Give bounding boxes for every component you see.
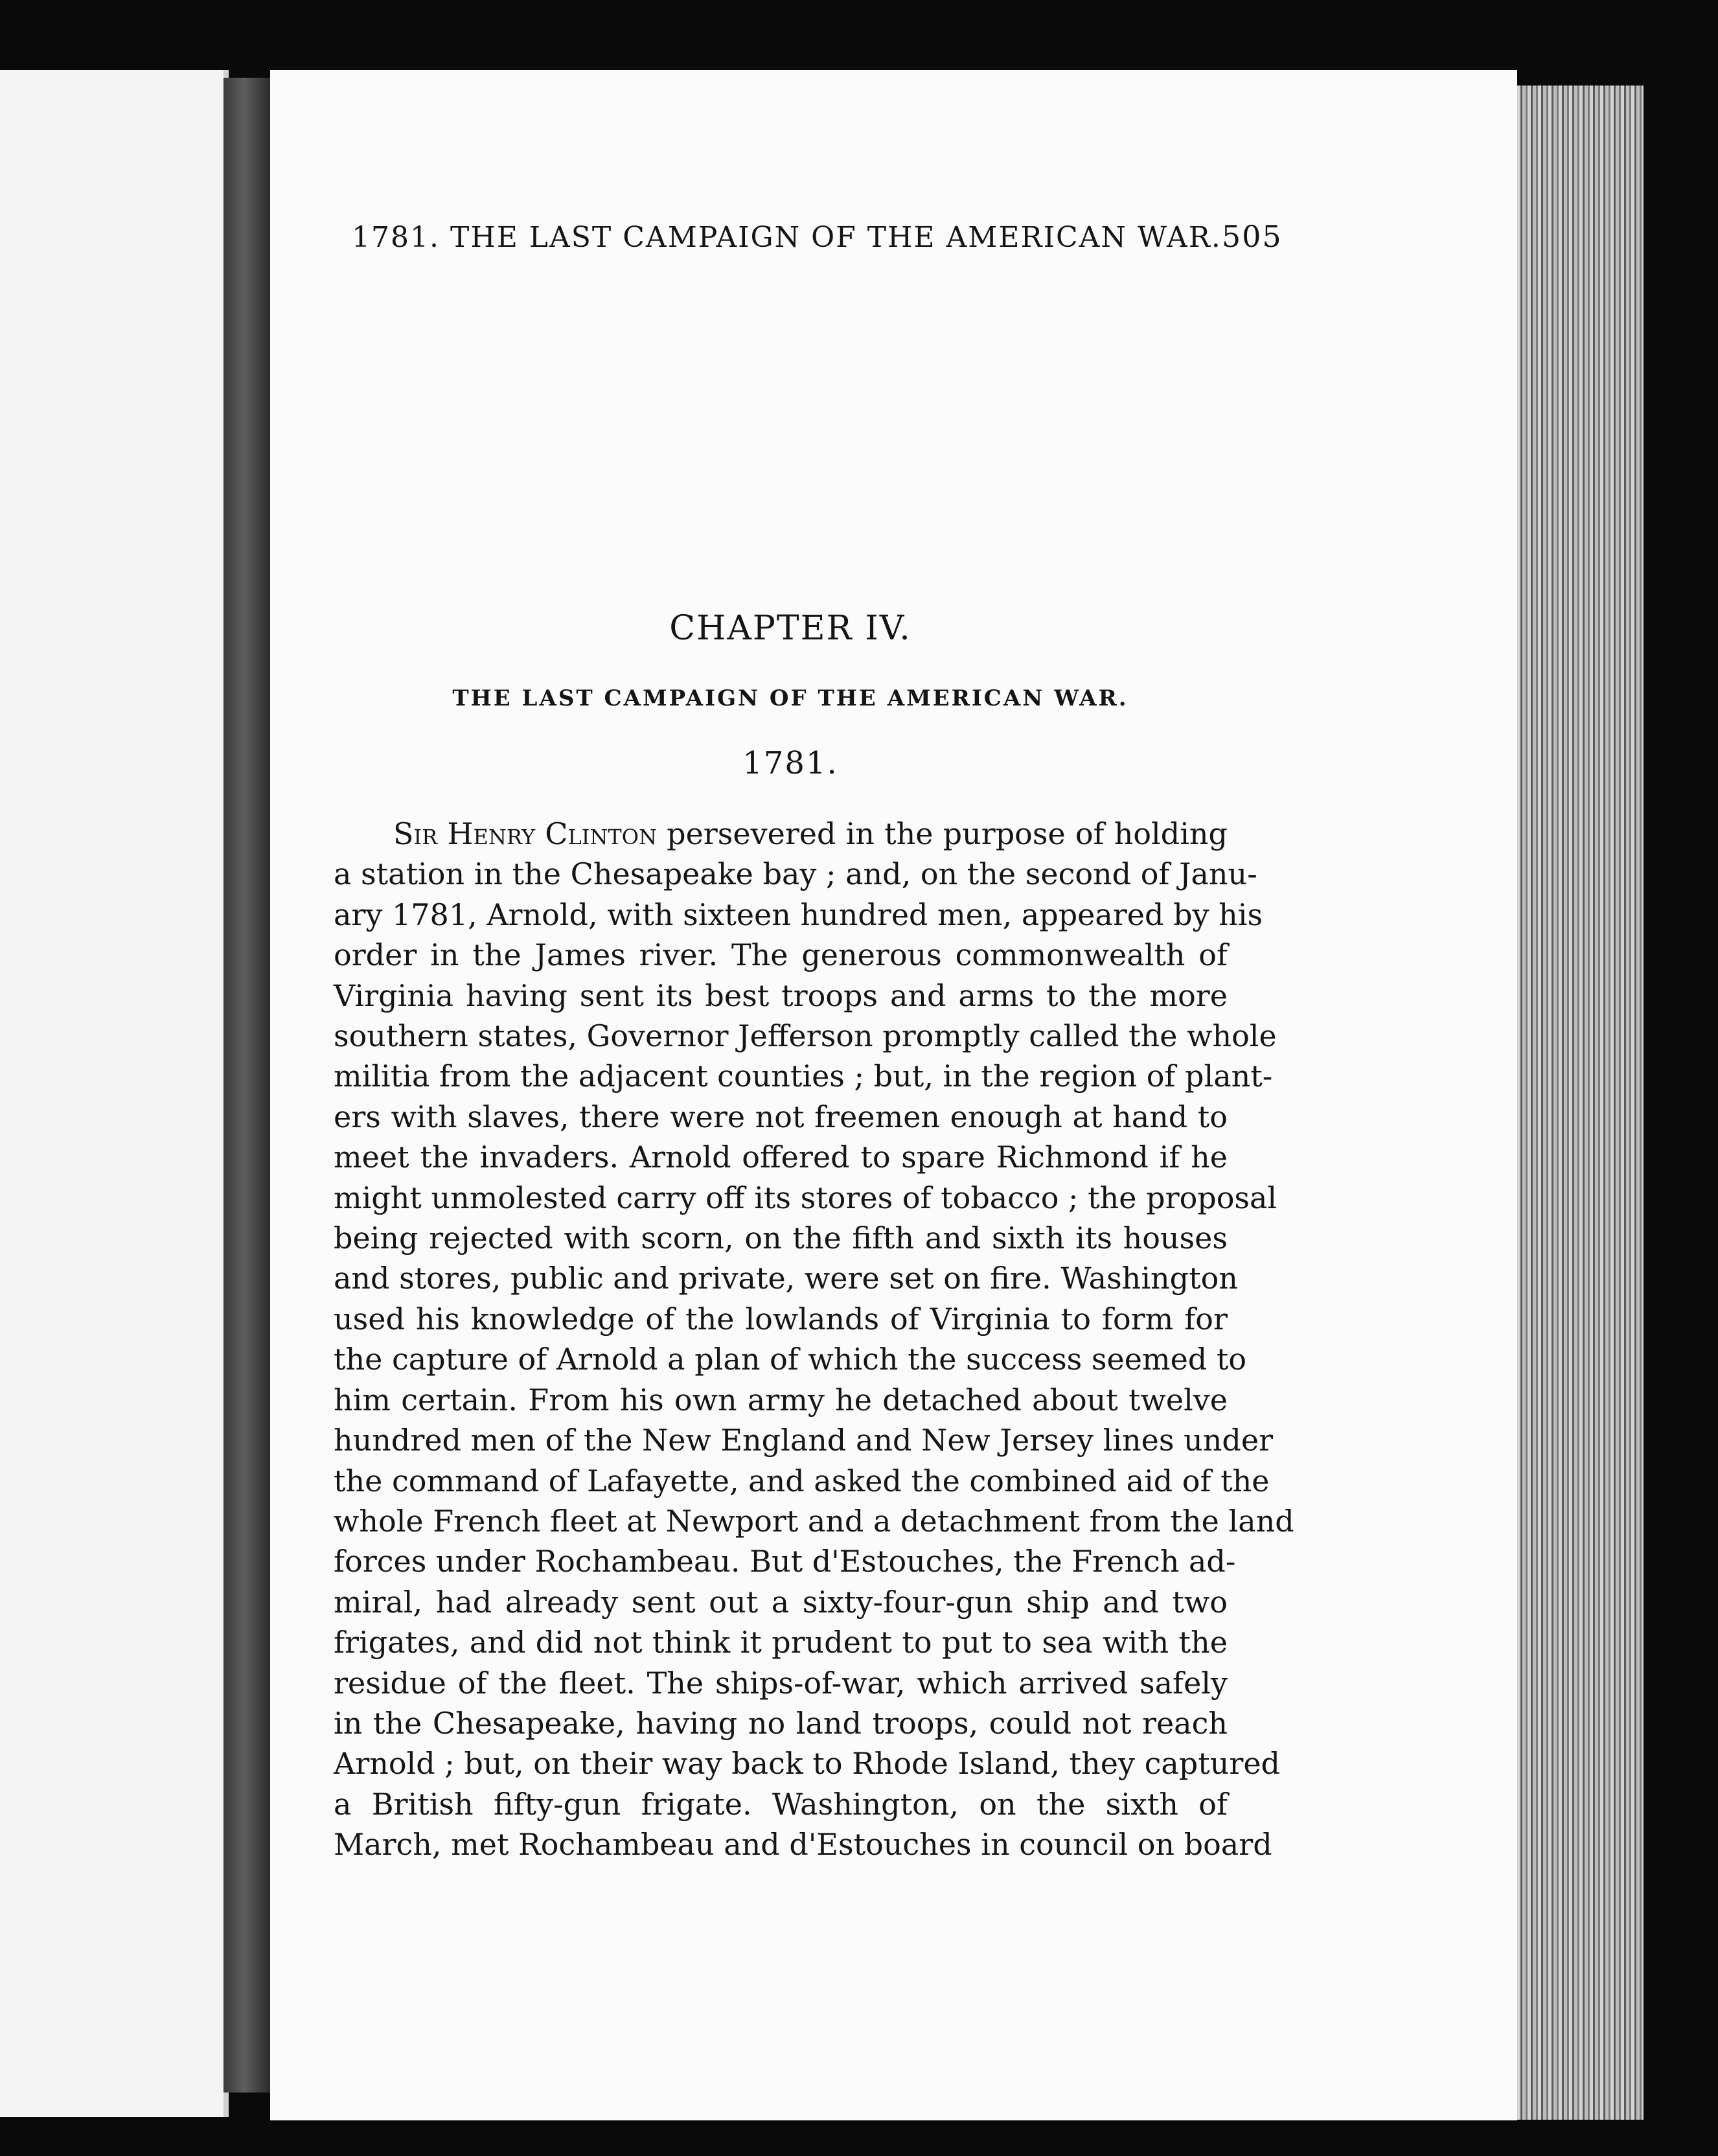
chapter-subtitle: THE LAST CAMPAIGN OF THE AMERICAN WAR.	[452, 685, 1128, 711]
body-text-line: hundred men of the New England and New Jersey lines under	[334, 1423, 1274, 1458]
running-head-title	[352, 221, 1222, 254]
body-text-line: a station in the Chesapeake bay ; and, on the second of Janu-	[334, 856, 1257, 892]
body-text-line	[334, 814, 1228, 854]
body-text-line: forces under Rochambeau. But d'Estouches, the French ad-	[334, 1544, 1236, 1579]
body-line-text: persevered in the purpose of holding	[656, 816, 1228, 851]
opening-name: Sir Henry Clinton	[393, 816, 657, 851]
body-text-line: whole French fleet at Newport and a detachment from the land	[334, 1503, 1294, 1539]
book-gutter	[223, 78, 270, 2093]
body-text-line: being rejected with scorn, on the fifth and sixth its houses	[334, 1221, 1228, 1256]
body-text-line: Virginia having sent its best troops and arms to the more	[334, 978, 1228, 1013]
body-text-line: Arnold ; but, on their way back to Rhode Island, they captured	[334, 1746, 1280, 1782]
body-text-line: frigates, and did not think it prudent to put to sea with the	[334, 1625, 1228, 1660]
body-text-line: militia from the adjacent counties ; but, in the region of plant-	[334, 1059, 1273, 1094]
body-text-line: southern states, Governor Jefferson promptly called the whole	[334, 1018, 1277, 1054]
running-head-year: 1781.	[352, 221, 440, 254]
body-text-line: him certain. From his own army he detached about twelve	[334, 1382, 1228, 1417]
body-text-line: a British fifty-gun frigate. Washington, on the sixth of	[334, 1786, 1228, 1822]
body-text-line: might unmolested carry off its stores of tobacco ; the proposal	[334, 1180, 1277, 1215]
body-text-line: order in the James river. The generous commonwealth of	[334, 937, 1228, 973]
facing-page-left	[0, 70, 229, 2117]
body-text-line: the command of Lafayette, and asked the combined aid of the	[334, 1463, 1270, 1498]
body-text-line: used his knowledge of the lowlands of Virginia to form for	[334, 1301, 1228, 1336]
body-text-line: March, met Rochambeau and d'Estouches in council on board	[334, 1827, 1272, 1863]
running-head-text: THE LAST CAMPAIGN OF THE AMERICAN WAR.	[450, 221, 1222, 254]
body-text-line: and stores, public and private, were set on fire. Washington	[334, 1261, 1238, 1296]
body-text-line: in the Chesapeake, having no land troops, could not reach	[334, 1705, 1228, 1741]
body-text-line: miral, had already sent out a sixty-four-gun ship and two	[334, 1584, 1228, 1620]
page-number: 505	[1221, 219, 1283, 254]
body-text-line: ers with slaves, there were not freemen enough at hand to	[334, 1099, 1228, 1134]
body-text-line: ary 1781, Arnold, with sixteen hundred men, appeared by his	[334, 897, 1263, 932]
body-text-line: the capture of Arnold a plan of which the success seemed to	[334, 1342, 1247, 1377]
body-text-line: meet the invaders. Arnold offered to spare Richmond if he	[334, 1140, 1228, 1175]
chapter-title: CHAPTER IV.	[669, 609, 911, 648]
page-edges	[1517, 86, 1644, 2120]
body-text-line: residue of the fleet. The ships-of-war, which arrived safely	[334, 1665, 1228, 1701]
edge-shadow	[1644, 86, 1718, 2156]
body-text	[334, 814, 1294, 1865]
running-head	[352, 219, 1283, 254]
chapter-year: 1781.	[742, 745, 838, 781]
